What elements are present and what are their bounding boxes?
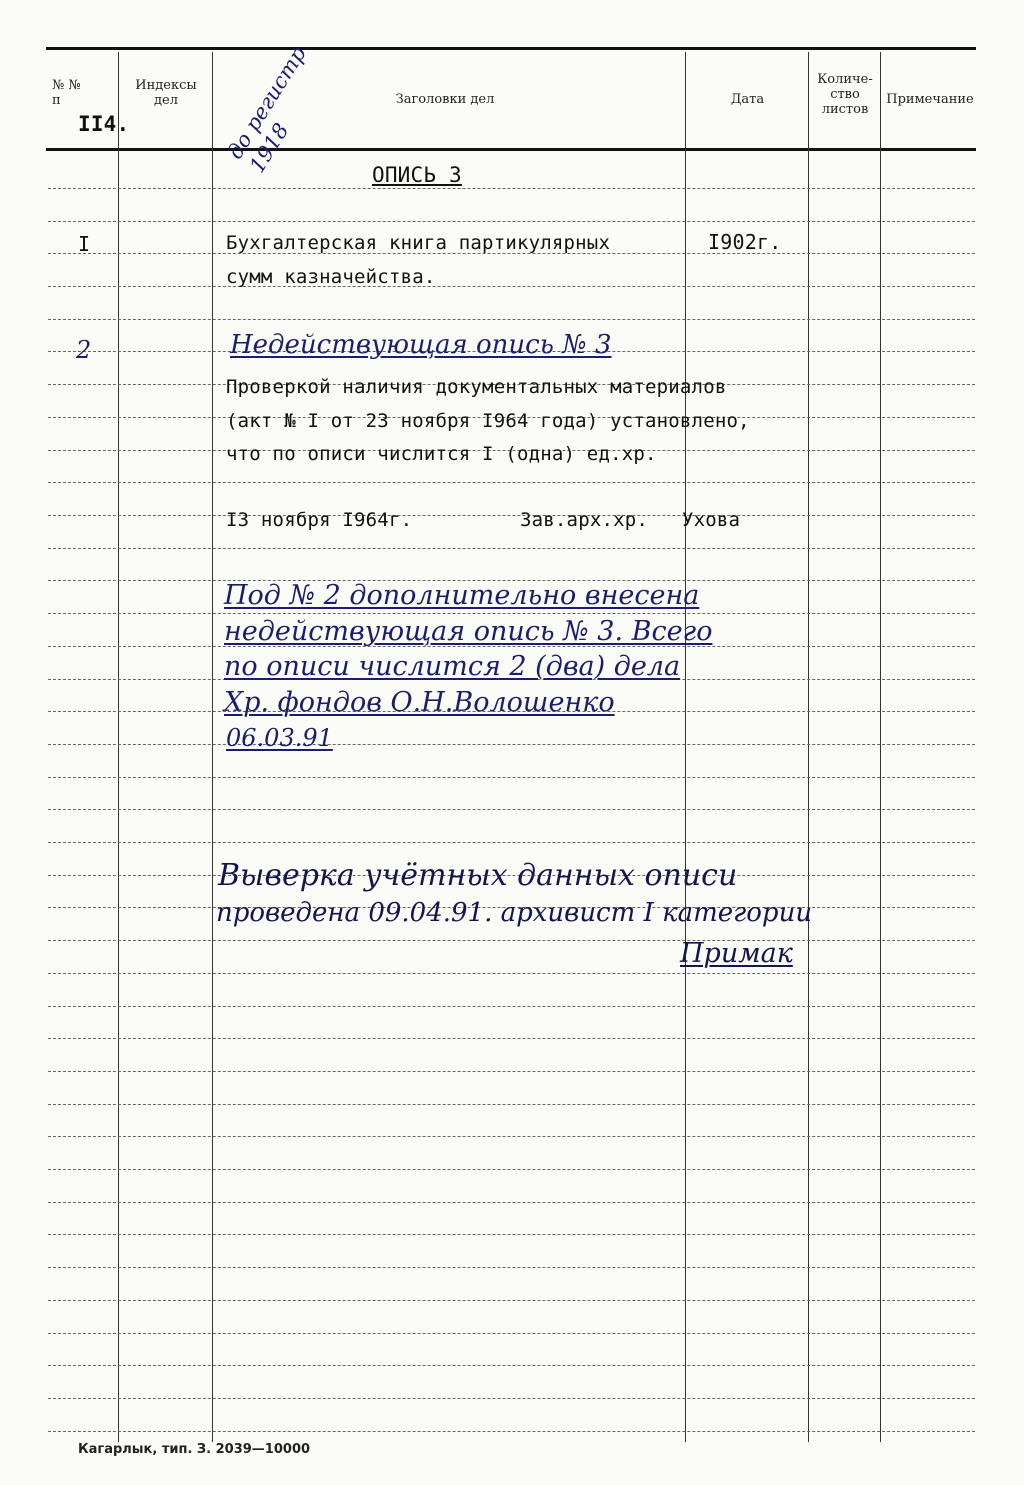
ruled-line — [48, 842, 975, 843]
act-line: что по описи числится I (одна) ед.хр. — [226, 443, 657, 465]
ruled-line — [48, 777, 975, 778]
ruled-line — [48, 221, 975, 222]
header-bottom-rule — [46, 148, 976, 151]
header-date-column: Дата — [730, 92, 765, 107]
ruled-line — [48, 188, 975, 189]
ruled-line — [48, 940, 975, 941]
entry-title-line: Бухгалтерская книга партикулярных — [226, 232, 611, 254]
act-line: Проверкой наличия документальных материалов — [226, 376, 727, 398]
header-titles-column: Заголовки дел — [395, 92, 495, 107]
ruled-line — [48, 1333, 975, 1334]
handwritten-note-line: Под № 2 дополнительно внесена — [224, 580, 700, 611]
ruled-line — [48, 744, 975, 745]
handwritten-note-line: недействующая опись № 3. Всего — [224, 616, 713, 647]
margin-note-handwritten: до регистр 1918 — [222, 42, 311, 178]
ruled-line — [48, 1234, 975, 1235]
ruled-line — [48, 286, 975, 287]
ruled-line — [48, 1431, 975, 1432]
ruled-line — [48, 1365, 975, 1366]
act-position: Зав.арх.хр. — [520, 509, 649, 531]
entry-title-handwritten: Недействующая опись № 3 — [230, 330, 612, 360]
ruled-line — [48, 973, 975, 974]
ruled-line — [48, 548, 975, 549]
ruled-line — [48, 1202, 975, 1203]
entry-number: I — [78, 232, 91, 256]
ruled-line — [48, 1071, 975, 1072]
handwritten-note-line: Хр. фондов О.Н.Волошенко — [224, 687, 615, 718]
header-sheets-column: Количе- ство листов — [817, 72, 873, 117]
ruled-line — [48, 319, 975, 320]
ruled-line — [48, 1104, 975, 1105]
handwritten-note-line: по описи числится 2 (два) дела — [224, 651, 681, 682]
ruled-line — [48, 1038, 975, 1039]
ruled-line — [48, 1169, 975, 1170]
archivist-signature: Примак — [680, 938, 793, 969]
ruled-line — [48, 1006, 975, 1007]
ruled-line — [48, 1300, 975, 1301]
header-index-column: Индексы дел — [135, 78, 197, 108]
printer-imprint: Кагарлык, тип. З. 2039—10000 — [78, 1442, 311, 1457]
header-top-rule — [46, 47, 976, 50]
fund-number: II4. — [78, 112, 130, 136]
act-line: (акт № I от 23 ноября I964 года) установлено, — [226, 410, 750, 432]
ruled-line — [48, 482, 975, 483]
ruled-line — [48, 1398, 975, 1399]
entry-date: I902г. — [708, 230, 782, 254]
header-notes-column: Примечание — [886, 92, 974, 107]
header-number-column: № № п — [52, 78, 81, 108]
ruled-line — [48, 613, 975, 614]
act-signatory: Ухова — [682, 509, 741, 531]
inventory-title: ОПИСЬ 3 — [372, 163, 462, 187]
entry-number-handwritten: 2 — [76, 336, 92, 364]
ruled-line — [48, 1267, 975, 1268]
act-date: I3 ноября I964г. — [226, 509, 413, 531]
ruled-line — [48, 1136, 975, 1137]
ruled-line — [48, 515, 975, 516]
reconciliation-line: Выверка учётных данных описи — [218, 858, 738, 893]
reconciliation-line: проведена 09.04.91. архивист I категории — [216, 898, 813, 928]
ruled-line — [48, 809, 975, 810]
handwritten-note-date: 06.03.91 — [226, 724, 333, 752]
entry-title-line: сумм казначейства. — [226, 266, 436, 288]
